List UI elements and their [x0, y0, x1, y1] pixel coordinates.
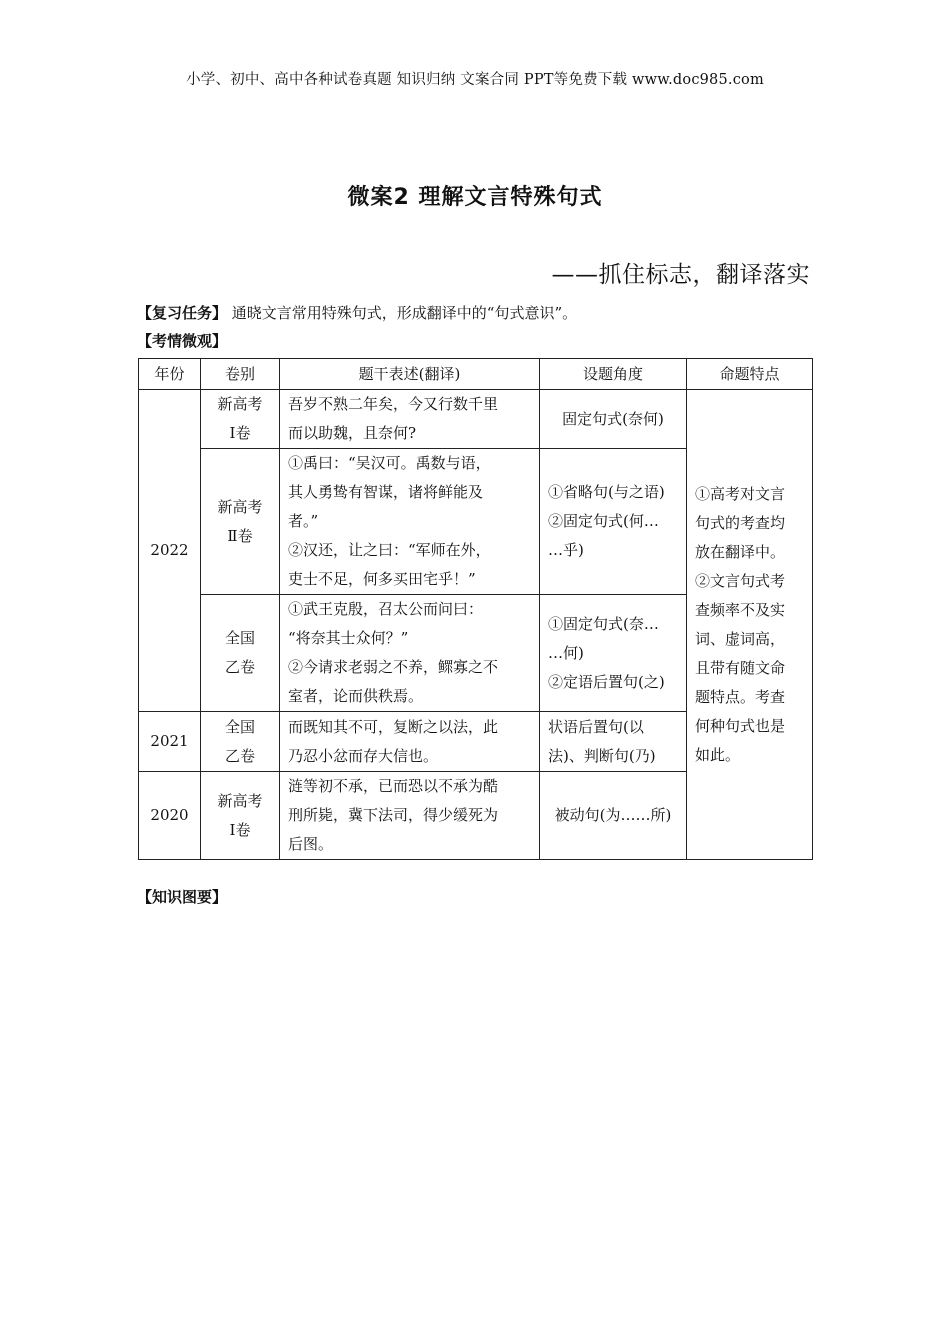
angle-cell: ①固定句式(奈… …何) ②定语后置句(之) — [540, 595, 687, 712]
text-cell: 涟等初不承，已而恐以不承为酷 刑所毙，冀下法司，得少缓死为 后图。 — [280, 772, 540, 860]
angle-cell: ①省略句(与之语) ②固定句式(何… …乎) — [540, 449, 687, 595]
page-header: 小学、初中、高中各种试卷真题 知识归纳 文案合同 PPT等免费下载 www.doc985.com — [186, 72, 764, 88]
juan-cell: 新高考 Ⅰ卷 — [201, 390, 280, 449]
text-cell: 而既知其不可，复断之以法，此 乃忍小忿而存大信也。 — [280, 712, 540, 772]
text-cell: ①武王克殷，召太公而问曰： “将奈其士众何？” ②今请求老弱之不养，鳏寡之不 室者，论而供秩焉。 — [280, 595, 540, 712]
table-header-row — [139, 359, 813, 390]
year-cell: 2022 — [139, 390, 201, 712]
text-cell: ①禹曰：“吴汉可。禹数与语， 其人勇鸷有智谋，诸将鲜能及 者。” ②汉还，让之曰：“军师在外， 吏士不足，何多买田宅乎！” — [280, 449, 540, 595]
knowledge-section-tag: 【知识图要】 — [137, 888, 228, 906]
text-cell: 吾岁不熟二年矣，今又行数千里 而以助魏，且奈何? — [280, 390, 540, 449]
juan-cell: 全国 乙卷 — [201, 595, 280, 712]
review-task — [137, 302, 577, 323]
review-text: 通晓文言常用特殊句式，形成翻译中的“句式意识”。 — [227, 304, 578, 322]
exam-section-tag: 【考情微观】 — [137, 332, 228, 350]
feature-cell: ①高考对文言 句式的考查均 放在翻译中。 ②文言句式考 查频率不及实 词、虚词高， 且带有随文命 题特点。考查 何种句式也是 如此。 — [687, 390, 813, 860]
header-angle: 设题角度 — [540, 359, 687, 390]
header-year: 年份 — [139, 359, 201, 390]
header-juan: 卷别 — [201, 359, 280, 390]
juan-cell: 新高考 Ⅰ卷 — [201, 772, 280, 860]
exam-table — [138, 358, 813, 860]
header-feature: 命题特点 — [687, 359, 813, 390]
year-cell: 2020 — [139, 772, 201, 860]
page-subtitle: ——抓住标志，翻译落实 — [551, 262, 810, 288]
page-title: 微案2 理解文言特殊句式 — [347, 185, 603, 210]
angle-cell: 状语后置句(以 法)、判断句(乃) — [540, 712, 687, 772]
juan-cell: 新高考 Ⅱ卷 — [201, 449, 280, 595]
header-text: 题干表述(翻译) — [280, 359, 540, 390]
table-row — [139, 390, 813, 449]
angle-cell: 固定句式(奈何) — [540, 390, 687, 449]
review-tag: 【复习任务】 — [137, 304, 228, 322]
angle-cell: 被动句(为……所) — [540, 772, 687, 860]
year-cell: 2021 — [139, 712, 201, 772]
juan-cell: 全国 乙卷 — [201, 712, 280, 772]
